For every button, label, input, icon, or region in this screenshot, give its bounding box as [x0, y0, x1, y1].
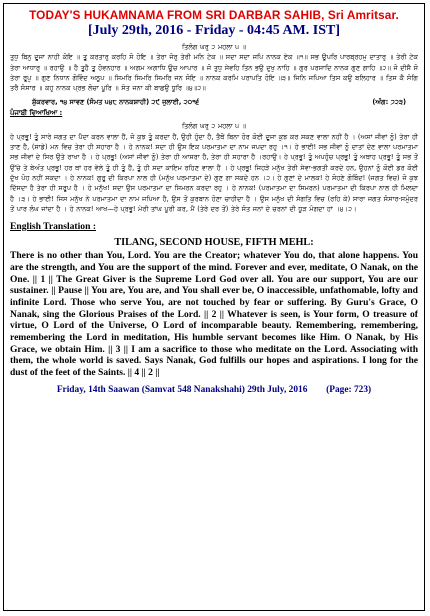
punjabi-vyakhya-heading: ਪੰਜਾਬੀ ਵਿਆਖਿਆ : [10, 109, 63, 118]
page-title: TODAY'S HUKAMNAMA FROM SRI DARBAR SAHIB, Sri Amritsar. [29, 8, 399, 22]
punjabi-vyakhya-text: ਹੇ ਪ੍ਰਭੂ! ਤੂੰ ਸਾਰੇ ਜਗਤ ਦਾ ਪੈਦਾ ਕਰਨ ਵਾਲਾ ਹੈਂ, ਜੋ ਕੁਝ ਤੂੰ ਕਰਦਾ ਹੈਂ, ਉਹੀ ਹੁੰਦਾ ਹੈ, ਤੈਥੋਂ ਬਿਨਾ ਹੋਰ ਕੋਈ ਦੂਜਾ ਕੁਝ ਕਰ ਸਕਣ ਵਾਲਾ ਨਹੀਂ ਹੈ । (ਅਸਾਂ ਜੀਵਾਂ ਨੂੰ) ਤੇਰਾ ਹੀ ਤਾਣ ਹੈ, (ਸਾਡੇ) ਮਨ ਵਿਚ ਤੇਰਾ ਹੀ ਸਹਾਰਾ ਹੈ । ਹੇ ਨਾਨਕ! ਸਦਾ ਹੀ ਉਸ ਇਕ ਪਰਮਾਤਮਾ ਦਾ ਨਾਮ ਜਪਦਾ ਰਹੁ ।੧। ਹੇ ਭਾਈ! ਸਭ ਜੀਵਾਂ ਨੂੰ ਦਾਤਾਂ ਦੇਣ ਵਾਲਾ ਪਰਮਾਤਮਾ ਸਭ ਜੀਵਾਂ ਦੇ ਸਿਰ ਉਤੇ ਰਾਖਾ ਹੈ । ਹੇ ਪ੍ਰਭੂ! (ਅਸਾਂ ਜੀਵਾਂ ਨੂੰ) ਤੇਰਾ ਹੀ ਆਸਰਾ ਹੈ, ਤੇਰਾ ਹੀ ਸਹਾਰਾ ਹੈ ।ਰਹਾਉ। ਹੇ ਪ੍ਰਭੂ! ਤੂੰ ਅਪਹੁੰਚ ਪ੍ਰਭੂ! ਤੂੰ ਅਥਾਹ ਪ੍ਰਭੂ! ਤੂੰ ਸਭ ਤੋਂ ਉੱਚੇ ਤੇ ਬੇਅੰਤ ਪ੍ਰਭੂ! ਹਰ ਥਾਂ ਹਰ ਵੇਲੇ ਤੂੰ ਹੀ ਤੂੰ ਹੈਂ, ਤੂੰ ਹੀ ਸਦਾ ਕਾਇਮ ਰਹਿਣ ਵਾਲਾ ਹੈਂ । ਹੇ ਪ੍ਰਭੂ! ਜਿਹੜੇ ਮਨੁੱਖ ਤੇਰੀ ਸੇਵਾ-ਭਗਤੀ ਕਰਦੇ ਹਨ, ਉਹਨਾਂ ਨੂੰ ਕੋਈ ਡਰ ਕੋਈ ਦੁੱਖ ਪੋਹ ਨਹੀਂ ਸਕਦਾ । ਹੇ ਨਾਨਕ! ਗੁਰੂ ਦੀ ਕਿਰਪਾ ਨਾਲ ਹੀ (ਮਨੁੱਖ ਪਰਮਾਤਮਾ ਦੇ) ਗੁਣ ਗਾ ਸਕਦੇ ਹਨ ।੨। ਹੇ ਗੁਣਾਂ ਦੇ ਮਾਲਕ! ਹੇ ਸੋਹਣੇ ਗੋਬਿੰਦ! (ਜਗਤ ਵਿਚ) ਜੋ ਕੁਝ ਦਿੱਸਦਾ ਹੈ ਤੇਰਾ ਹੀ ਸਰੂਪ ਹੈ । ਹੇ ਮਨੁੱਖ! ਸਦਾ ਉਸ ਪਰਮਾਤਮਾ ਦਾ ਸਿਮਰਨ ਕਰਦਾ ਰਹੁ । ਹੇ ਨਾਨਕ! (ਪਰਮਾਤਮਾ ਦਾ ਸਿਮਰਨ) ਪਰਮਾਤਮਾ ਦੀ ਕਿਰਪਾ ਨਾਲ ਹੀ ਮਿਲਦਾ ਹੈ ।੩। ਹੇ ਭਾਈ! ਜਿਸ ਮਨੁੱਖ ਨੇ ਪਰਮਾਤਮਾ ਦਾ ਨਾਮ ਜਪਿਆ ਹੈ, ਉਸ ਤੋਂ ਕੁਰਬਾਨ ਹੋਣਾ ਚਾਹੀਦਾ ਹੈ । ਉਸ ਮਨੁੱਖ ਦੀ ਸੰਗਤਿ ਵਿਚ (ਰਹਿ ਕੇ) ਸਾਰਾ ਜਗਤ ਸੰਸਾਰ-ਸਮੁੰਦਰ ਤੋਂ ਪਾਰ ਲੰਘ ਜਾਂਦਾ ਹੈ । ਹੇ ਨਾਨਕ! ਆਖ—ਹੇ ਪ੍ਰਭੂ! ਮੇਰੀ ਤਾਂਘ ਪੂਰੀ ਕਰ, ਮੈਂ (ਤੇਰੇ ਦਰ ਤੋਂ) ਤੇਰੇ ਸੰਤ ਜਨਾਂ ਦੇ ਚਰਨਾਂ ਦੀ ਧੂੜ ਮੰਗਦਾ ਹਾਂ ।੪।੨। [10, 132, 418, 213]
date-line: [July 29th, 2016 - Friday - 04:45 AM. IST] [88, 23, 340, 38]
ang-number: (ਅੰਗ: ੭੨੩) [372, 98, 406, 107]
hukamnama-card [3, 3, 425, 611]
punjabi-date: ਸ਼ੁੱਕਰਵਾਰ, ੧੪ ਸਾਵਣ (ਸੰਮਤ ੫੪੮ ਨਾਨਕਸ਼ਾਹੀ) ੨੯ ਜੁਲਾਈ, ੨੦੧੬ [32, 98, 200, 107]
footer-date-page: Friday, 14th Saawan (Samvat 548 Nanakshahi) 29th July, 2016 (Page: 723) [56, 384, 372, 395]
date-ang-row [10, 97, 418, 107]
english-shabad-title: TILANG, SECOND HOUSE, FIFTH MEHL: [114, 237, 314, 249]
raag-heading: ਤਿਲੰਗ ਘਰੁ ੨ ਮਹਲਾ ੫ ॥ [181, 43, 247, 51]
gurbani-verse: ਤੁਧੁ ਬਿਨੁ ਦੂਜਾ ਨਾਹੀ ਕੋਇ ॥ ਤੂ ਕਰਤਾਰੁ ਕਰਹਿ ਸੋ ਹੋਇ ॥ ਤੇਰਾ ਜੋਰੁ ਤੇਰੀ ਮਨਿ ਟੇਕ ॥ ਸਦਾ ਸਦਾ ਜਪਿ ਨਾਨਕ ਏਕ ॥੧॥ ਸਭ ਊਪਰਿ ਪਾਰਬ੍ਰਹਮੁ ਦਾਤਾਰੁ ॥ ਤੇਰੀ ਟੇਕ ਤੇਰਾ ਆਧਾਰੁ ॥ ਰਹਾਉ ॥ ਹੈ ਤੂਹੈ ਤੂ ਹੋਵਨਹਾਰ ॥ ਅਗਮ ਅਗਾਧਿ ਊਚ ਆਪਾਰ ॥ ਜੋ ਤੁਧੁ ਸੇਵਹਿ ਤਿਨ ਭਉ ਦੁਖੁ ਨਾਹਿ ॥ ਗੁਰ ਪਰਸਾਦਿ ਨਾਨਕ ਗੁਣ ਗਾਹਿ ॥੨॥ ਜੋ ਦੀਸੈ ਸੋ ਤੇਰਾ ਰੂਪੁ ॥ ਗੁਣ ਨਿਧਾਨ ਗੋਵਿੰਦ ਅਨੂਪ ॥ ਸਿਮਰਿ ਸਿਮਰਿ ਸਿਮਰਿ ਜਨ ਸੋਇ ॥ ਨਾਨਕ ਕਰਮਿ ਪਰਾਪਤਿ ਹੋਇ ॥੩॥ ਜਿਨਿ ਜਪਿਆ ਤਿਸ ਕਉ ਬਲਿਹਾਰ ॥ ਤਿਸ ਕੈ ਸੰਗਿ ਤਰੈ ਸੰਸਾਰ ॥ ਕਹੁ ਨਾਨਕ ਪ੍ਰਭ ਲੋਚਾ ਪੂਰਿ ॥ ਸੰਤ ਜਨਾ ਕੀ ਬਾਛਉ ਧੂਰਿ ॥੪॥੨॥ [10, 53, 418, 93]
english-translation-heading: English Translation : [10, 221, 97, 233]
english-translation-text: There is no other than You, Lord. You are the Creator; whatever You do, that alone happens. You are the strength, and You are the support of the mind. Forever and ever, meditate, O Nanak, on the One. || 1 || The Great Giver is the Supreme Lord God over all. You are our support, You are our sustainer. || Pause || You are, You are, and You shall ever be, O inaccessible, unfathomable, lofty and infinite Lord. Those who serve You, are not touched by fear or suffering. By Guru's Grace, O Nanak, sing the Glorious Praises of the Lord. || 2 || Whatever is seen, is Your form, O treasure of virtue, O Lord of the Universe, O Lord of incomparable beauty. Remembering, remembering, remembering the Lord in meditation, His humble servant becomes like Him. O Nanak, by His Grace, we obtain Him. || 3 || I am a sacrifice to those who meditate on the Lord. Associating with them, the whole world is saved. Says Nanak, God fulfills our hopes and aspirations. I long for the dust of the feet of the Saints. || 4 || 2 || [10, 250, 418, 379]
vyakhya-raag-heading: ਤਿਲੰਗ ਘਰੁ ੨ ਮਹਲਾ ੫ ॥ [181, 122, 247, 131]
